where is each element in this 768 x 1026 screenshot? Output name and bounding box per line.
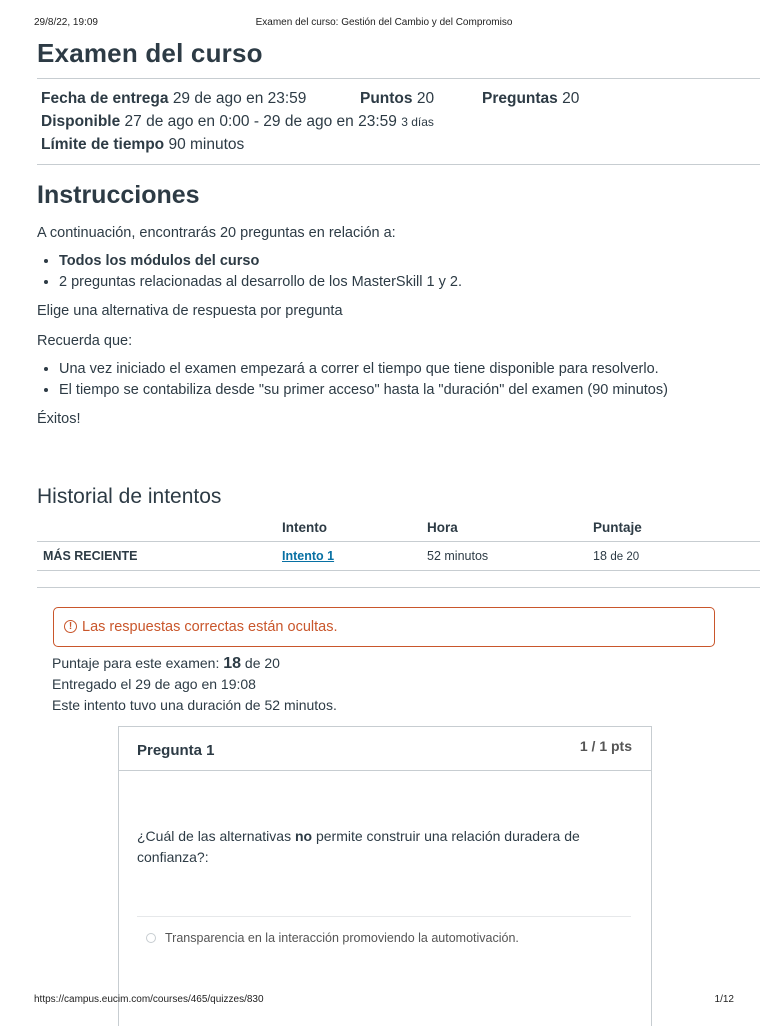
due-label: Fecha de entrega (41, 90, 169, 107)
question-name: Pregunta 1 (137, 742, 215, 759)
attempt-time: 52 minutos (427, 542, 593, 571)
score-line: Puntaje para este examen: 18 de 20 (52, 655, 280, 672)
print-date: 29/8/22, 19:09 (34, 17, 98, 28)
list-item: • Todos los módulos del curso (59, 251, 760, 272)
time-limit-label: Límite de tiempo (41, 136, 165, 153)
history-header-time: Hora (427, 519, 458, 535)
history-header-attempt: Intento (282, 519, 327, 535)
time-limit-value: 90 minutos (168, 136, 245, 153)
history-table (37, 513, 760, 571)
details-row-2 (41, 110, 760, 133)
available-days: 3 días (401, 115, 434, 129)
available-label: Disponible (41, 113, 121, 130)
rules-list (37, 359, 760, 401)
print-header (0, 17, 768, 31)
history-header-row (37, 513, 760, 542)
list-item: • 2 preguntas relacionadas al desarrollo de los MasterSkill 1 y 2. (59, 272, 760, 293)
quiz-details (37, 79, 760, 164)
divider (137, 916, 631, 917)
questions-value: 20 (562, 90, 580, 107)
answer-option[interactable]: Transparencia en la interacción promoviendo la automotivación. (165, 931, 519, 945)
available-value: 27 de ago en 0:00 - 29 de ago en 23:59 (124, 113, 397, 130)
history-header (37, 513, 282, 542)
print-url: https://campus.eucim.com/courses/465/quizzes/830 (34, 994, 264, 1005)
modules-list (37, 251, 760, 293)
most-recent-label: MÁS RECIENTE (37, 542, 282, 571)
warning-icon: ! (64, 620, 77, 633)
due-value: 29 de ago en 23:59 (172, 90, 307, 107)
question-header (119, 727, 651, 771)
print-page: 1/12 (714, 994, 734, 1005)
history-header-score: Puntaje (593, 519, 642, 535)
submitted-line: Entregado el 29 de ago en 19:08 (52, 676, 256, 692)
instructions-intro: A continuación, encontrarás 20 preguntas en relación a: (37, 225, 396, 241)
attempt-history (37, 485, 760, 588)
instructions-remember: Recuerda que: (37, 333, 133, 349)
list-item: • El tiempo se contabiliza desde "su primer acceso" hasta la "duración" del examen (90 minutos) (59, 380, 760, 401)
attempt-1-link[interactable]: Intento 1 (282, 549, 335, 563)
answer-radio[interactable] (146, 933, 156, 943)
details-row-3 (41, 133, 760, 156)
points-label: Puntos (360, 90, 413, 107)
instructions-good-luck: Éxitos! (37, 411, 81, 427)
instructions-choose: Elige una alternativa de respuesta por pregunta (37, 303, 343, 319)
question-points: 1 / 1 pts (579, 738, 632, 754)
history-title: Historial de intentos (37, 485, 222, 508)
question-card (118, 726, 652, 1026)
score-value: 18 (223, 655, 242, 672)
table-row (37, 542, 760, 571)
instructions-title: Instrucciones (37, 181, 200, 209)
print-doc-title: Examen del curso: Gestión del Cambio y del Compromiso (255, 17, 513, 28)
points-value: 20 (416, 90, 435, 107)
divider (37, 587, 760, 588)
questions-label: Preguntas (482, 90, 558, 107)
duration-line: Este intento tuvo una duración de 52 minutos. (52, 697, 337, 713)
instructions (37, 181, 760, 427)
quiz-title: Examen del curso (37, 38, 263, 68)
attempt-score: 18 de 20 (593, 542, 760, 571)
attempt-summary (52, 653, 337, 716)
alert-text: Las respuestas correctas están ocultas. (82, 619, 338, 635)
quiz-content (37, 36, 760, 945)
list-item: • Una vez iniciado el examen empezará a correr el tiempo que tiene disponible para resolverlo. (59, 359, 760, 380)
hidden-answers-alert (53, 607, 715, 647)
details-row-1 (41, 87, 760, 110)
question-text: ¿Cuál de las alternativas no permite construir una relación duradera de confianza?: (137, 828, 580, 865)
divider (37, 164, 760, 165)
